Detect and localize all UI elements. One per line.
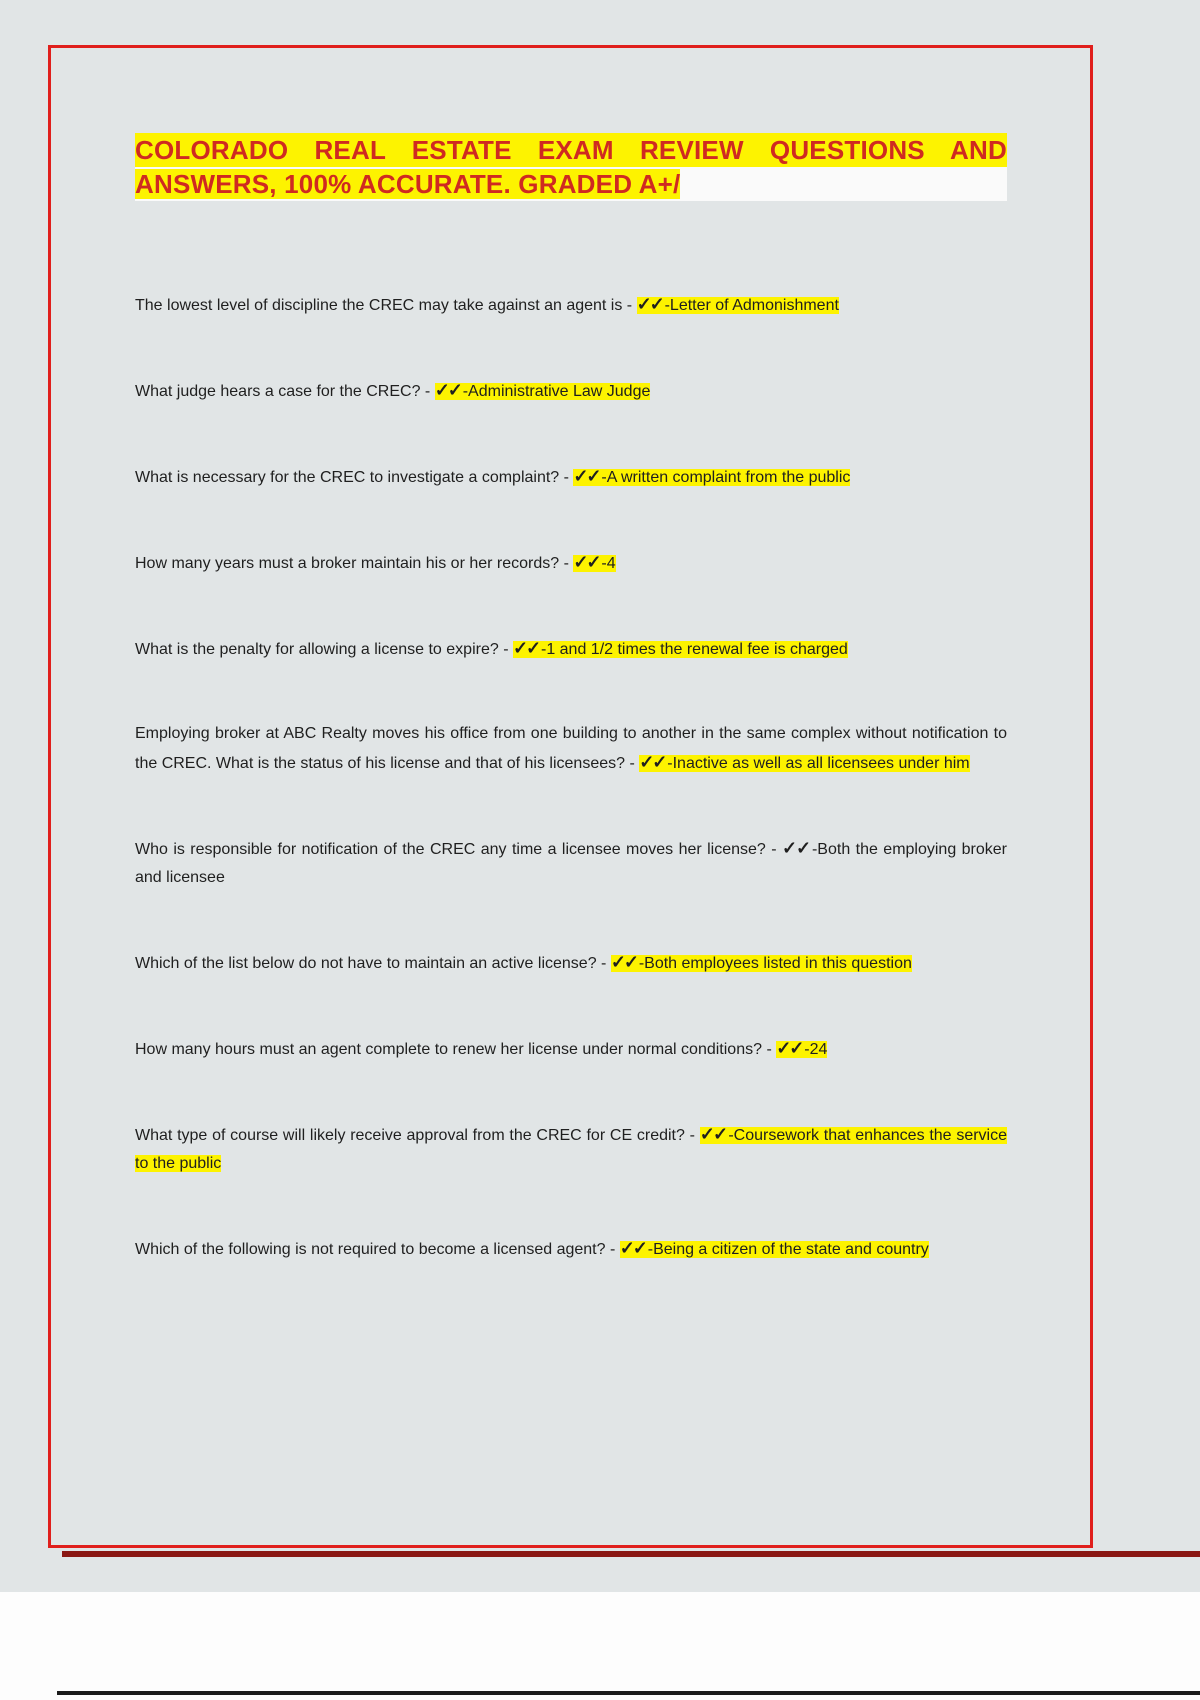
qa-item xyxy=(135,376,1007,406)
question-text: What is the penalty for allowing a license to expire? - xyxy=(135,641,513,658)
answer-highlight xyxy=(776,1038,828,1058)
next-page-edge xyxy=(57,1691,1200,1695)
answer-highlight xyxy=(639,752,970,772)
qa-item xyxy=(135,548,1007,578)
double-check-icon: ✓✓ xyxy=(619,1238,646,1258)
answer-text: -1 and 1/2 times the renewal fee is charged xyxy=(540,641,848,658)
qa-item xyxy=(135,1234,1007,1264)
answer-text: -Inactive as well as all licensees under him xyxy=(667,755,970,772)
answer-highlight xyxy=(434,380,651,400)
double-check-icon: ✓✓ xyxy=(636,294,663,314)
answer-text: -Both employees listed in this question xyxy=(638,955,912,972)
qa-item xyxy=(135,1034,1007,1064)
qa-item xyxy=(135,1120,1007,1178)
double-check-icon: ✓✓ xyxy=(573,466,600,486)
double-check-icon: ✓✓ xyxy=(776,1038,803,1058)
question-text: What type of course will likely receive approval from the CREC for CE credit? - xyxy=(135,1127,700,1144)
answer-text: -Letter of Admonishment xyxy=(664,297,839,314)
question-text: How many hours must an agent complete to renew her license under normal conditions? - xyxy=(135,1041,777,1058)
page-gap xyxy=(0,1592,1200,1700)
answer-highlight xyxy=(573,552,616,572)
answer-text: -4 xyxy=(601,555,616,572)
document-page xyxy=(48,45,1093,1548)
answer-text: -A written complaint from the public xyxy=(601,469,851,486)
question-text: Who is responsible for notification of the CREC any time a licensee moves her license? - xyxy=(135,841,782,858)
qa-item xyxy=(135,634,1007,664)
document-title xyxy=(135,133,1007,201)
answer-text: -Both the employing broker and licensee xyxy=(135,841,1007,886)
answer-highlight xyxy=(512,638,848,658)
double-check-icon: ✓✓ xyxy=(512,638,539,658)
qa-item xyxy=(135,948,1007,978)
question-text: Which of the following is not required to become a licensed agent? - xyxy=(135,1241,620,1258)
question-text: Employing broker at ABC Realty moves his office from one building to another in the same complex without notification to the CREC. What is the status of his license and that of his licensees? - xyxy=(135,725,1007,772)
answer-highlight xyxy=(619,1238,929,1258)
double-check-icon: ✓✓ xyxy=(699,1124,727,1144)
question-text: The lowest level of discipline the CREC may take against an agent is - xyxy=(135,297,637,314)
answer-highlight xyxy=(610,952,912,972)
question-text: What is necessary for the CREC to investigate a complaint? - xyxy=(135,469,574,486)
double-check-icon: ✓✓ xyxy=(639,752,666,772)
question-text: Which of the list below do not have to maintain an active license? - xyxy=(135,955,611,972)
qa-item xyxy=(135,290,1007,320)
qa-item xyxy=(135,720,1007,778)
qa-item xyxy=(135,834,1007,892)
title-line-2-text: ANSWERS, 100% ACCURATE. GRADED A+/ xyxy=(135,169,681,199)
answer-highlight xyxy=(573,466,851,486)
double-check-icon: ✓✓ xyxy=(782,838,810,858)
page-bottom-shadow xyxy=(62,1551,1200,1557)
answer-text: -Being a citizen of the state and country xyxy=(647,1241,929,1258)
answer-text: -Administrative Law Judge xyxy=(462,383,651,400)
double-check-icon: ✓✓ xyxy=(610,952,637,972)
qa-item xyxy=(135,462,1007,492)
answer-highlight xyxy=(636,294,839,314)
answer-text: -24 xyxy=(804,1041,828,1058)
answer-text: -Coursework that enhances the service to the public xyxy=(135,1127,1007,1172)
double-check-icon: ✓✓ xyxy=(434,380,461,400)
question-text: What judge hears a case for the CREC? - xyxy=(135,383,435,400)
double-check-icon: ✓✓ xyxy=(573,552,600,572)
question-text: How many years must a broker maintain his or her records? - xyxy=(135,555,574,572)
title-line-1: COLORADO REAL ESTATE EXAM REVIEW QUESTIONS AND xyxy=(135,135,1007,165)
title-line-2 xyxy=(135,167,1007,201)
